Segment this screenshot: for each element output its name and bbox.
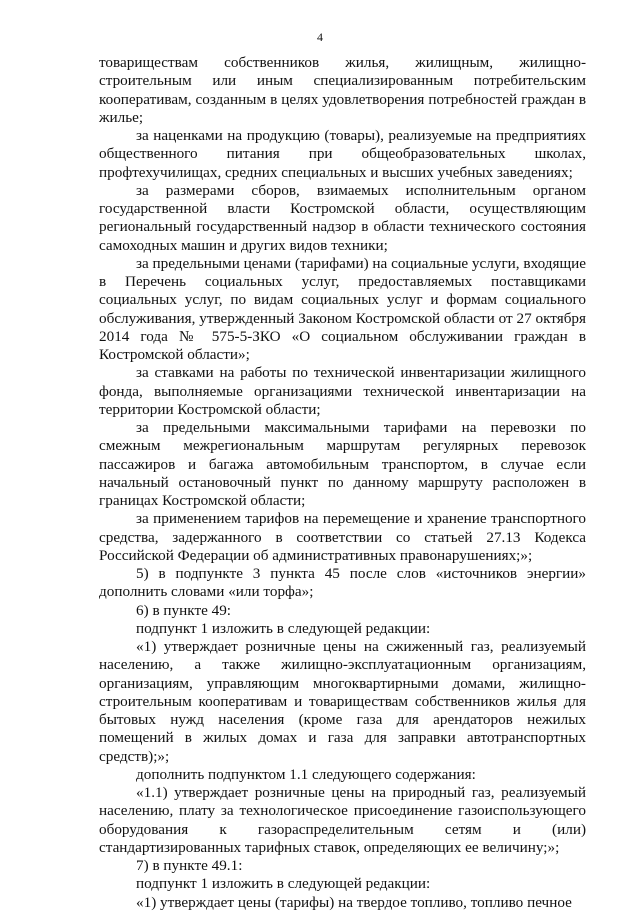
body-text	[99, 54, 586, 912]
paragraph: за наценками на продукцию (товары), реализуемые на предприятиях общественного питания при общеобразовательных школах, профтехучилищах, средних специальных и высших учебных заведениях;	[99, 127, 586, 181]
paragraph: за ставками на работы по технической инвентаризации жилищного фонда, выполняемые организациями технической инвентаризации на территории Костромской области;	[99, 364, 586, 418]
paragraph: «1.1) утверждает розничные цены на природный газ, реализуемый населению, плату за технологическое присоединение газоиспользующего оборудования к газораспределительным сетям и (или) стандартизированных тарифных ставок, определяющих ее величину;»;	[99, 784, 586, 856]
paragraph: дополнить подпунктом 1.1 следующего содержания:	[136, 765, 476, 783]
paragraph: за предельными максимальными тарифами на перевозки по смежным межрегиональным маршрутам регулярных перевозок пассажиров и багажа автомобильным транспортом, в случае если начальный остановочный пункт по данному маршруту расположен в границах Костромской области;	[99, 419, 586, 509]
paragraph: 6) в пункте 49:	[136, 601, 232, 619]
paragraph: подпункт 1 изложить в следующей редакции:	[136, 619, 431, 637]
paragraph: 7) в пункте 49.1:	[136, 857, 243, 874]
paragraph: «1) утверждает розничные цены на сжиженный газ, реализуемый населению, а также жилищно-эксплуатационным организациям, организациям, управляющим многоквартирными домами, жилищно-строительным кооперативам и товариществам собственников жилья для бытовых нужд населения (кроме газа для арендаторов нежилых помещений в жилых домах и газа для заправки автотранспортных средств);»;	[99, 638, 586, 765]
paragraph: товариществам собственников жилья, жилищным, жилищно-строительным или иным специализированным потребительским кооперативам, созданным в целях удовлетворения потребностей граждан в жилье;	[99, 54, 586, 126]
paragraph: за применением тарифов на перемещение и хранение транспортного средства, задержанного в соответствии со статьей 27.13 Кодекса Российской Федерации об административных правонарушениях;»;	[99, 510, 586, 564]
paragraph: 5) в подпункте 3 пункта 45 после слов «источников энергии» дополнить словами «или торфа»;	[99, 565, 586, 601]
paragraph: подпункт 1 изложить в следующей редакции:	[136, 875, 431, 893]
paragraph: за размерами сборов, взимаемых исполнительным органом государственной власти Костромской области, осуществляющим региональный государственный надзор в области технического состояния самоходных машин и других видов техники;	[99, 181, 586, 254]
paragraph: за предельными ценами (тарифами) на социальные услуги, входящие в Перечень социальных услуг, предоставляемых поставщиками социальных услуг, по видам социальных услуг и формам социального обслуживания, утвержденный Законом Костромской области от 27 октября 2014 года № 575-5-ЗКО «О социальном обслуживании граждан в Костромской области»;	[99, 254, 587, 363]
page-number: 4	[317, 30, 323, 44]
paragraph: «1) утверждает цены (тарифы) на твердое топливо, топливо печное	[136, 893, 572, 911]
